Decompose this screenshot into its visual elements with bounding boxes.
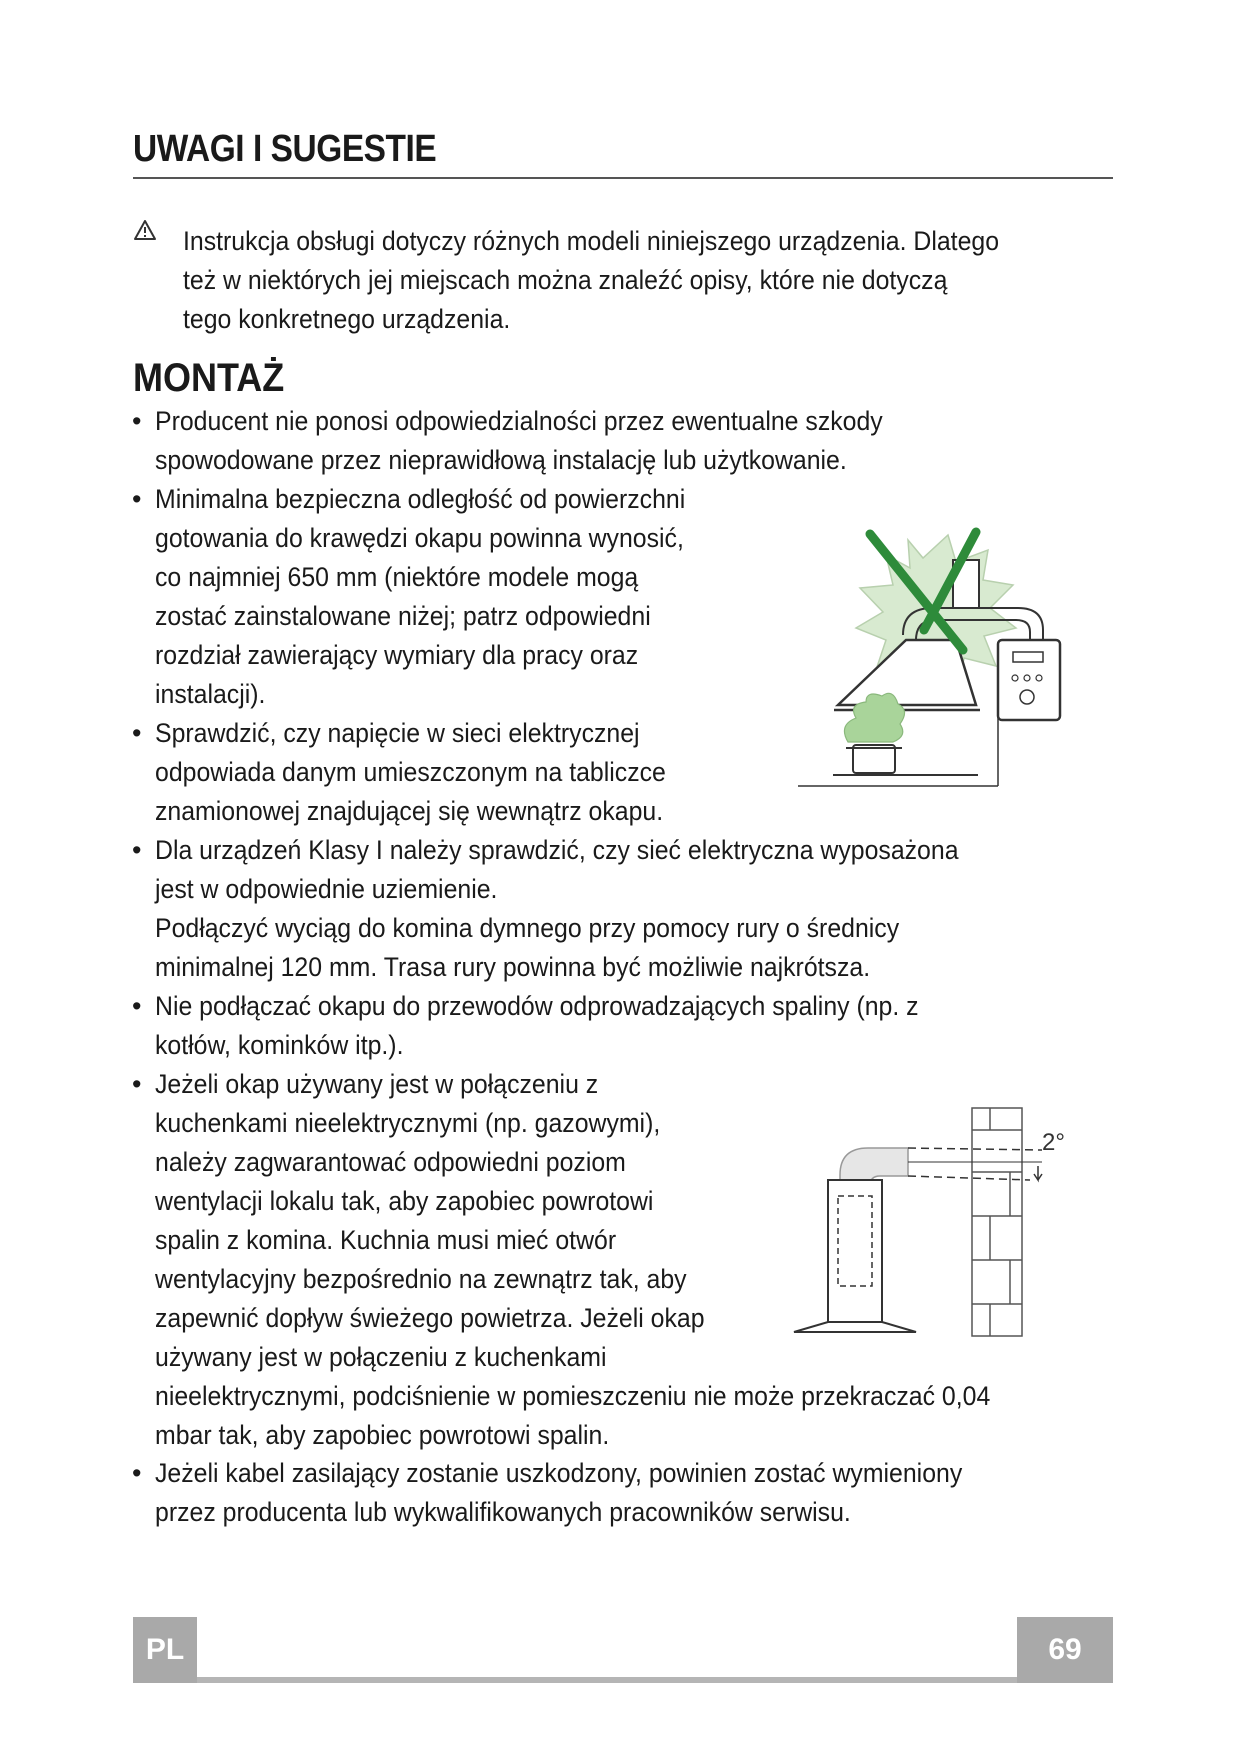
language-badge: PL xyxy=(133,1617,197,1683)
list-item-line: Dla urządzeń Klasy I należy sprawdzić, czy sieć elektryczna wyposażona xyxy=(155,835,959,865)
list-item-line: jest w odpowiednie uziemienie. xyxy=(155,874,498,904)
list-item-line: Jeżeli okap używany jest w połączeniu z xyxy=(155,1069,599,1099)
note-line: też w niektórych jej miejscach można znaleźć opisy, które nie dotyczą xyxy=(183,265,948,295)
list-item-line: znamionowej znajdującej się wewnątrz okapu. xyxy=(155,796,664,826)
list-item-line: wentylacyjny bezpośrednio na zewnątrz tak, aby xyxy=(155,1264,687,1294)
list-item-line: zapewnić dopływ świeżego powietrza. Jeżeli okap xyxy=(155,1303,705,1333)
list-item-line: używany jest w połączeniu z kuchenkami xyxy=(155,1342,607,1372)
list-item-line: mbar tak, aby zapobiec powrotowi spalin. xyxy=(155,1420,610,1450)
section-title: MONTAŻ xyxy=(133,356,285,400)
warning-triangle-icon xyxy=(133,219,157,241)
brick-wall xyxy=(972,1108,1022,1336)
note-line: tego konkretnego urządzenia. xyxy=(183,304,511,334)
list-item xyxy=(155,831,959,987)
list-item-line: kotłów, kominków itp.). xyxy=(155,1030,404,1060)
list-item-line: Podłączyć wyciąg do komina dymnego przy pomocy rury o średnicy xyxy=(155,913,900,943)
list-item-line: nieelektrycznymi, podciśnienie w pomieszczeniu nie może przekraczać 0,04 xyxy=(155,1381,991,1411)
model-note xyxy=(183,222,1029,339)
bullet-symbol: • xyxy=(132,991,142,1021)
angle-label: 2° xyxy=(1042,1129,1065,1156)
list-item xyxy=(155,1454,962,1532)
list-item-line: co najmniej 650 mm (niektóre modele mogą xyxy=(155,562,639,592)
list-item xyxy=(155,987,919,1065)
list-item xyxy=(155,480,685,714)
list-item-line: Sprawdzić, czy napięcie w sieci elektrycznej xyxy=(155,718,640,748)
list-item-line: wentylacji lokalu tak, aby zapobiec powrotowi xyxy=(155,1186,654,1216)
list-item-line: gotowania do krawędzi okapu powinna wynosić, xyxy=(155,523,684,553)
duct-slope-illustration xyxy=(790,1100,1090,1362)
list-item xyxy=(155,402,883,480)
hood-column xyxy=(828,1180,882,1332)
list-item-line: odpowiada danym umieszczonym na tabliczce xyxy=(155,757,666,787)
footer-bar xyxy=(197,1677,1017,1683)
bullet-symbol: • xyxy=(132,484,142,514)
note-line: Instrukcja obsługi dotyczy różnych modeli niniejszego urządzenia. Dlatego xyxy=(183,226,1000,256)
list-item-line: przez producenta lub wykwalifikowanych pracowników serwisu. xyxy=(155,1497,851,1527)
list-item-line: kuchenkami nieelektrycznymi (np. gazowymi), xyxy=(155,1108,661,1138)
hood-canopy xyxy=(794,1322,916,1332)
page-number: 69 xyxy=(1017,1617,1113,1683)
list-item-line: Producent nie ponosi odpowiedzialności przez ewentualne szkody xyxy=(155,406,883,436)
list-item-line: Jeżeli kabel zasilający zostanie uszkodzony, powinien zostać wymieniony xyxy=(155,1458,963,1488)
list-item-line: Minimalna bezpieczna odległość od powierzchni xyxy=(155,484,686,514)
bullet-symbol: • xyxy=(132,406,142,436)
list-item xyxy=(155,714,666,831)
list-item-line: należy zagwarantować odpowiedni poziom xyxy=(155,1147,626,1177)
page-title: UWAGI I SUGESTIE xyxy=(133,128,437,170)
title-divider xyxy=(133,177,1113,179)
bullet-symbol: • xyxy=(132,835,142,865)
list-item-line: minimalnej 120 mm. Trasa rury powinna być możliwie najkrótsza. xyxy=(155,952,871,982)
list-item-line: instalacji). xyxy=(155,679,266,709)
hood-gas-stove-illustration xyxy=(798,520,1198,792)
list-item-line: zostać zainstalowane niżej; patrz odpowiedni xyxy=(155,601,651,631)
list-item-line: spowodowane przez nieprawidłową instalację lub użytkowanie. xyxy=(155,445,847,475)
bullet-symbol: • xyxy=(132,1069,142,1099)
list-item-line: spalin z komina. Kuchnia musi mieć otwór xyxy=(155,1225,617,1255)
bullet-symbol: • xyxy=(132,718,142,748)
bullet-symbol: • xyxy=(132,1458,142,1488)
hood-canopy xyxy=(838,640,976,705)
list-item-line: Nie podłączać okapu do przewodów odprowadzających spaliny (np. z xyxy=(155,991,919,1021)
list-item-line: rozdział zawierający wymiary dla pracy oraz xyxy=(155,640,639,670)
pot xyxy=(853,745,895,773)
